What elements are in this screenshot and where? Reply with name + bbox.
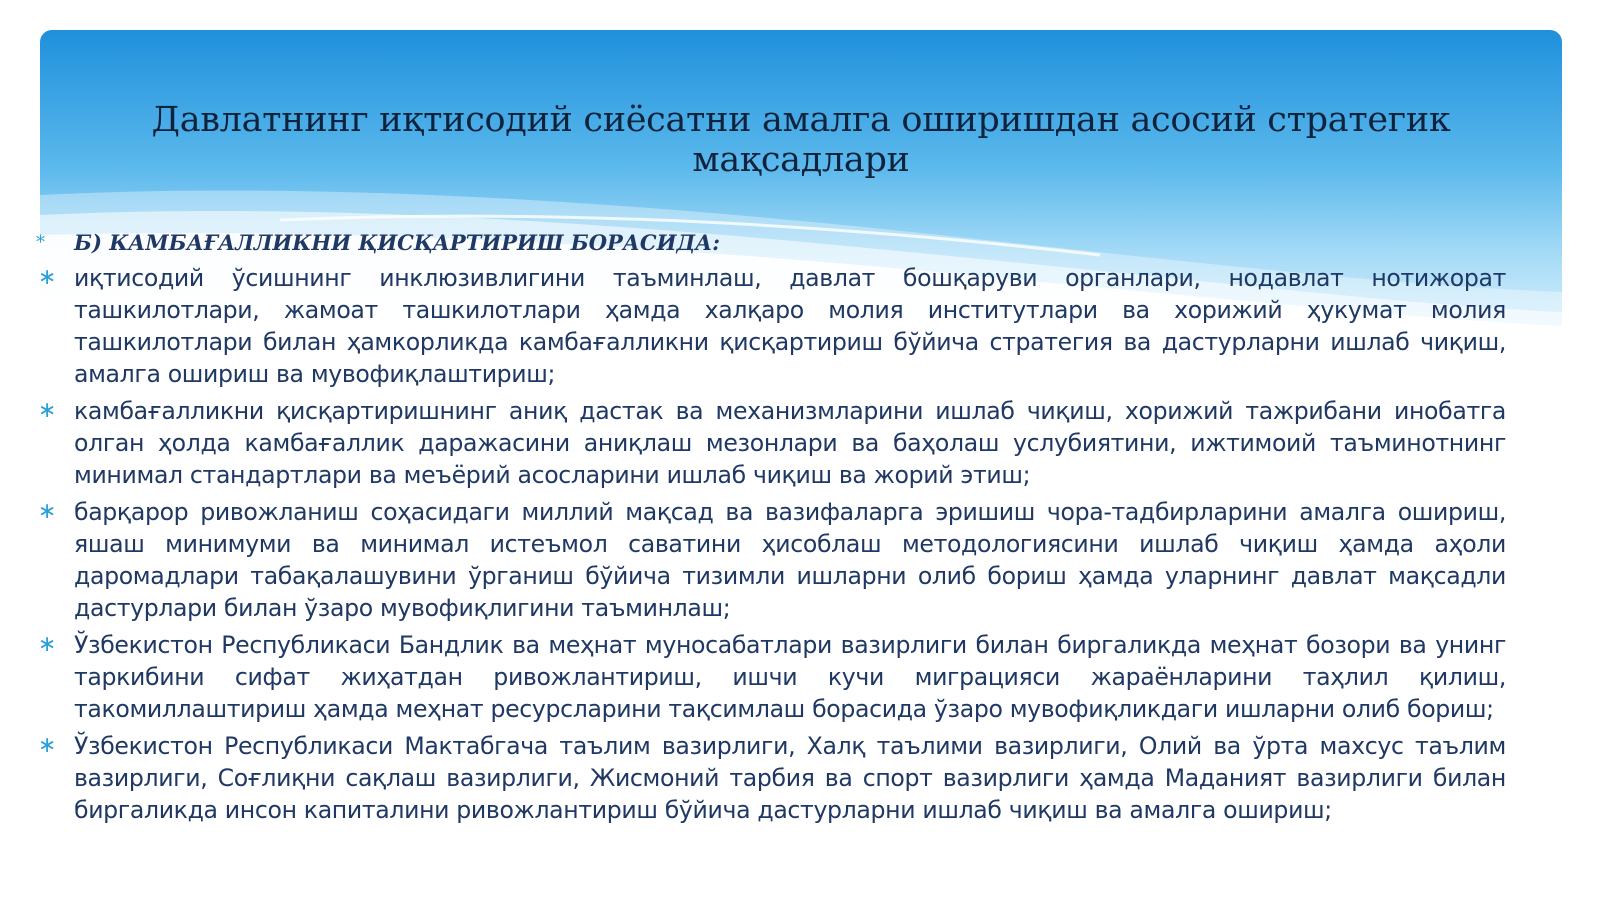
list-item (36, 730, 1506, 826)
asterisk-icon: ∗ (38, 265, 57, 290)
section-heading-text: Б) КАМБАҒАЛЛИКНИ ҚИСҚАРТИРИШ БОРАСИДА: (74, 230, 720, 255)
list-item (36, 262, 1506, 390)
asterisk-icon: ∗ (38, 632, 57, 657)
list-item (36, 496, 1506, 624)
list-item-text: барқарор ривожланиш соҳасидаги миллий мақсад ва вазифаларга эришиш чора-тадбирларини амалга ошириш, яшаш минимуми ва минимал истеъмол саватини ҳисоблаш методологиясини ишлаб чиқиш ҳамда аҳоли даромадлари табақалашувини ўрганиш бўйича тизимли ишларни олиб бориш ҳамда уларнинг давлат мақсадли дастурлари билан ўзаро мувофиқлигини таъминлаш; (74, 498, 1506, 622)
slide-title: Давлатнинг иқтисодий сиёсатни амалга оширишдан асосий стратегик мақсадлари (151, 100, 1451, 180)
list-item-text: Ўзбекистон Республикаси Бандлик ва меҳнат муносабатлари вазирлиги билан биргаликда меҳнат бозори ва унинг таркибини сифат жиҳатдан ривожлантириш, ишчи кучи миграцияси жараёнларини таҳлил қилиш, такомиллаштириш ҳамда меҳнат ресурсларини тақсимлаш борасида ўзаро мувофиқликдаги ишларни олиб бориш; (74, 631, 1506, 723)
list-item-text: камбағалликни қисқартиришнинг аниқ дастак ва механизмларини ишлаб чиқиш, хорижий тажрибани инобатга олган ҳолда камбағаллик даражасини аниқлаш мезонлари ва баҳолаш услубиятини, ижтимоий таъминотнинг минимал стандартлари ва меъёрий асосларини ишлаб чиқиш ва жорий этиш; (74, 397, 1506, 489)
asterisk-icon: ∗ (38, 398, 57, 423)
bullet-list (36, 262, 1506, 826)
list-item (36, 629, 1506, 725)
section-heading (36, 226, 1506, 260)
list-item (36, 395, 1506, 491)
asterisk-icon: ∗ (38, 499, 57, 524)
asterisk-icon: ∗ (38, 733, 57, 758)
slide-content (36, 226, 1506, 831)
heading-marker: * (36, 232, 45, 253)
list-item-text: иқтисодий ўсишнинг инклюзивлигини таъминлаш, давлат бошқаруви органлари, нодавлат нотижорат ташкилотлари, жамоат ташкилотлари ҳамда халқаро молия институтлари ва хорижий ҳукумат молия ташкилотлари билан ҳамкорликда камбағалликни қисқартириш бўйича стратегия ва дастурларни ишлаб чиқиш, амалга ошириш ва мувофиқлаштириш; (74, 264, 1506, 388)
list-item-text: Ўзбекистон Республикаси Мактабгача таълим вазирлиги, Халқ таълими вазирлиги, Олий ва ўрта махсус таълим вазирлиги, Соғлиқни сақлаш вазирлиги, Жисмоний тарбия ва спорт вазирлиги ҳамда Маданият вазирлиги билан биргаликда инсон капиталини ривожлантириш бўйича дастурларни ишлаб чиқиш ва амалга ошириш; (74, 732, 1506, 824)
